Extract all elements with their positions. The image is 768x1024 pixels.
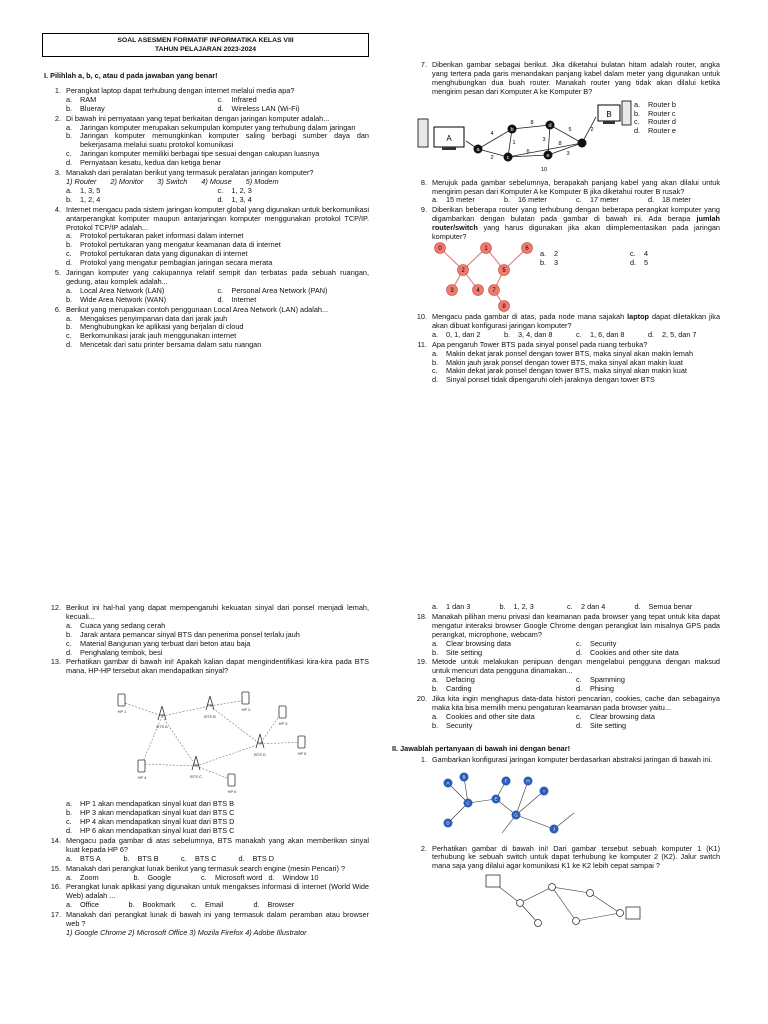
- question-16: 16. Perangkat lunak aplikasi yang digunakan untuk mengakses informasi di internet (World Wide Web) adalah ... a. Office b. Bookmark c. Email d. Browser: [50, 882, 369, 910]
- svg-text:2: 2: [590, 126, 594, 133]
- svg-text:2: 2: [490, 154, 494, 161]
- svg-text:B: B: [462, 774, 466, 780]
- option-d[interactable]: d. Phising: [576, 684, 614, 694]
- question-5: 5. Jaringan komputer yang cakupannya relatif sempit dan terbatas pada sebuah ruangan, gedung, atau komplek adalah... a. Local Area Network (LAN) c. Personal Area Network (PAN) b. Wide Area Network (WAN) d. Internet: [54, 268, 369, 304]
- switch-node: [517, 900, 524, 907]
- svg-text:10: 10: [540, 166, 548, 173]
- question-20: 20. Jika kita ingin menghapus data-data histori pencarian, cookies, cache dan sebagainya maka kita bisa memilih menu pengaturan keamanan pada browser yaitu... a. Cookies and other site data c. Clear browsing data b. Security d. Site setting: [416, 694, 720, 730]
- question-text: Jika kita ingin menghapus data-data histori pencarian, cookies, cache dan sebagainya maka kita bisa memilih menu pengaturan keamanan pada browser yaitu...: [432, 694, 720, 712]
- svg-text:HP 2: HP 2: [241, 707, 251, 713]
- figure-9-block: [410, 242, 720, 312]
- svg-text:5: 5: [568, 126, 572, 133]
- option-c[interactable]: c. Security: [576, 638, 617, 648]
- question-text: Perhatikan gambar di bawah ini! Dari gambar tersebut sebuah komputer 1 (K1) terhubung ke sebuah switch untuk dapat terhubung ke komputer 2 (K2). Jalur switch mana saja yang dilalui agar komunikasi K1 ke K2 lebih cepat sampai ?: [432, 843, 720, 871]
- option-c[interactable]: c. Spamming: [576, 675, 625, 685]
- question-14: 14. Mengacu pada gambar di atas sebelumnya, BTS manakah yang akan memberikan sinyal kuat kepada HP 6? a. BTS A b. BTS B c. BTS C d. BTS D: [50, 835, 369, 863]
- question-number: 1.: [54, 85, 61, 95]
- option-b[interactable]: b. Blueray: [66, 103, 105, 113]
- option-b[interactable]: b. 3: [540, 257, 559, 267]
- option-c[interactable]: c. 1, 6, dan 8: [576, 329, 625, 339]
- question-9: 9. Diberikan beberapa router yang terhubung dengan beberapa perangkat komputer yang digambarkan dengan bulatan pada gambar di bawah ini. Ada berapa jumlah router/switch yang harus digunakan jika akan diimplementasikan pada jaringan komputer?: [420, 205, 720, 242]
- option-c[interactable]: c. Router d: [634, 117, 676, 127]
- option-a[interactable]: a. Clear browsing data: [432, 638, 511, 648]
- switch-node: [587, 890, 594, 897]
- option-d[interactable]: d. Internet: [217, 294, 257, 304]
- question-text: Jaringan komputer yang cakupannya relatif sempit dan terbatas pada sebuah ruangan, gedung, atau komplek adalah...: [66, 268, 369, 286]
- question-4: 4. Internet mengacu pada sistem jaringan komputer global yang digunakan untuk berkomunikasi antarperangkat komputer maupun antarjaringan komputer menggunakan protokol TCP/IP. Protokol TCP/IP adalah... a. Protokol pertukaran paket informasi dalam internet b. Protokol pertukaran yang mengatur keamanan data di internet c. Protokol pertukaran data yang digunakan di internet d. Protokol yang mengatur pembagian jaringan secara merata: [54, 204, 369, 268]
- svg-text:H: H: [526, 778, 530, 784]
- question-text: Manakah pilihan menu privasi dan keamanan pada browser yang tepat untuk kita dapat mengatur interaksi browser Google Chrome dengan perangkat lain misalnya GPS pada perangkat, microphone, webcam?: [432, 611, 720, 639]
- option-a[interactable]: a. RAM: [66, 94, 97, 104]
- svg-text:BTS B: BTS B: [204, 714, 216, 720]
- svg-text:2: 2: [461, 267, 465, 274]
- question-text: Mengacu pada gambar di atas sebelumnya, BTS manakah yang akan memberikan sinyal kuat kepada HP 6?: [66, 835, 369, 854]
- svg-text:A: A: [446, 780, 450, 786]
- svg-text:HP 6: HP 6: [227, 789, 237, 795]
- option-a[interactable]: a. Router b: [634, 99, 676, 109]
- svg-text:e: e: [546, 152, 550, 159]
- option-d[interactable]: d. Sinyal ponsel tidak dipengaruhi oleh jaraknya dengan tower BTS: [432, 375, 655, 385]
- svg-text:c: c: [506, 154, 510, 161]
- svg-text:3: 3: [450, 287, 454, 294]
- option-d[interactable]: d. Window 10: [268, 872, 319, 882]
- svg-text:BTS C: BTS C: [190, 774, 202, 780]
- option-c[interactable]: c. 17 meter: [576, 195, 619, 205]
- document-header: [42, 33, 369, 57]
- svg-text:F: F: [504, 778, 508, 784]
- svg-text:b: b: [510, 126, 514, 133]
- option-c[interactable]: c. Personal Area Network (PAN): [217, 285, 328, 295]
- header-year: TAHUN PELAJARAN 2023-2024: [154, 45, 257, 53]
- option-c[interactable]: c. Makin dekat jarak ponsel dengan tower BTS, maka sinyal akan makin kuat: [432, 366, 687, 376]
- question-text: Metode untuk melakukan penipuan dengan mengelabui pengguna dengan maksud untuk mencuri data pengguna dinamakan...: [432, 657, 720, 676]
- computer-b-icon: [598, 101, 631, 125]
- section-1-heading: I. Pilihlah a, b, c, atau d pada jawaban yang benar!: [44, 71, 218, 80]
- question-12: 12. Berikut ini hal-hal yang dapat mempengaruhi kekuatan sinyal dari ponsel menjadi lemah, kecuali... a. Cuaca yang sedang cerah b. Jarak antara pemancar sinyal BTS dan penerima ponsel terlalu jauh c. Material Bangunan yang terbuat dari beton atau baja d. Penghalang tembok, besi: [50, 603, 369, 657]
- computer-a-icon: [418, 119, 464, 150]
- option-b[interactable]: b. HP 3 akan mendapatkan sinyal kuat dari BTS C: [66, 808, 235, 818]
- right-column-bottom: [392, 602, 720, 927]
- question-text: Berikut ini hal-hal yang dapat mempengaruhi kekuatan sinyal dari ponsel menjadi lemah, kecuali...: [66, 603, 369, 621]
- question-19: 19. Metode untuk melakukan penipuan dengan mengelabui pengguna dengan maksud untuk mencuri data pengguna dinamakan... a. Defacing c. Spamming b. Carding d. Phising: [416, 657, 720, 694]
- switch-node: [549, 884, 556, 891]
- option-d[interactable]: d. BTS D: [238, 853, 274, 863]
- left-column-top: [44, 72, 369, 350]
- option-d[interactable]: d. 1, 3, 4: [217, 194, 252, 204]
- option-b[interactable]: b. 1, 2, 4: [66, 194, 101, 204]
- svg-text:d: d: [548, 122, 552, 129]
- question-11: 11. Apa pengaruh Tower BTS pada sinyal ponsel pada ruang terbuka? a. Makin dekat jarak ponsel dengan tower BTS, maka sinyal akan makin lemah b. Makin jauh jarak ponsel dengan tower BTS, maka sinyal akan makin kuat c. Makin dekat jarak ponsel dengan tower BTS, maka sinyal akan makin kuat d. Sinyal ponsel tidak dipengaruhi oleh jaraknya dengan tower BTS: [410, 341, 720, 386]
- option-c[interactable]: c. BTS C: [181, 853, 217, 863]
- essay-question-1: 1. Gambarkan konfigurasi jaringan komputer berdasarkan abstraksi jaringan di bawah ini.: [410, 756, 720, 765]
- option-c[interactable]: c. Material Bangunan yang terbuat dari beton atau baja: [66, 638, 251, 648]
- svg-text:E: E: [494, 796, 498, 802]
- svg-text:C: C: [466, 800, 470, 806]
- question-text: Gambarkan konfigurasi jaringan komputer berdasarkan abstraksi jaringan di bawah ini.: [432, 754, 713, 764]
- option-a[interactable]: a. BTS A: [66, 853, 101, 863]
- svg-text:5: 5: [502, 267, 506, 274]
- option-b[interactable]: b. Site setting: [432, 647, 483, 657]
- router-node: [578, 138, 587, 147]
- option-a[interactable]: a. Protokol pertukaran paket informasi dalam internet: [66, 231, 244, 241]
- svg-text:3: 3: [542, 136, 546, 143]
- svg-text:8: 8: [558, 140, 562, 147]
- question-text: Diberikan gambar sebagai berikut. Jika diketahui bulatan hitam adalah router, angka yang tertera pada garis menandakan panjang kabel dalam meter yang digunakan untuk menghubungkan dua buah router. Manakah router yang tidak akan dilalui ketika mengirim pesan dari Komputer A ke Komputer B?: [432, 60, 720, 96]
- option-d[interactable]: d. 18 meter: [648, 195, 691, 205]
- option-b[interactable]: b. Menghubungkan ke aplikasi yang berjalan di cloud: [66, 322, 244, 332]
- question-text: Manakah dari peralatan berikut yang termasuk peralatan jaringan komputer?: [66, 168, 314, 178]
- option-b[interactable]: b. Security: [432, 720, 473, 730]
- question-7-options: [634, 101, 676, 137]
- question-3: 3. Manakah dari peralatan berikut yang termasuk peralatan jaringan komputer? 1) Router 2) Monitor 3) Switch 4) Mouse 5) Modem a. 1, 3, 5 c. 1, 2, 3 b. 1, 2, 4 d. 1, 3, 4: [44, 169, 369, 205]
- option-d[interactable]: d. Browser: [253, 900, 295, 910]
- question-7: 7. Diberikan gambar sebagai berikut. Jika diketahui bulatan hitam adalah router, angka yang tertera pada garis menandakan panjang kabel dalam meter yang digunakan untuk menghubungkan dua buah router. Manakah router yang tidak akan dilalui ketika mengirim pesan dari Komputer A ke Komputer B?: [420, 60, 720, 96]
- question-text: Perangkat laptop dapat terhubung dengan internet melalui media apa?: [66, 85, 295, 95]
- option-d[interactable]: d. Pernyataan kesatu, kedua dan ketiga benar: [66, 158, 222, 168]
- option-c[interactable]: c. HP 4 akan mendapatkan sinyal kuat dari BTS D: [66, 817, 235, 827]
- option-d[interactable]: d. Wireless LAN (Wi-Fi): [217, 103, 300, 113]
- svg-text:6: 6: [526, 148, 530, 155]
- header-title: SOAL ASESMEN FORMATIF INFORMATIKA KELAS VIII: [117, 37, 294, 44]
- bts-signal-diagram: [84, 680, 344, 798]
- svg-text:HP 4: HP 4: [137, 775, 147, 781]
- node-graph-diagram: [428, 242, 548, 312]
- svg-text:4: 4: [476, 287, 480, 294]
- option-c[interactable]: c. Email: [191, 900, 224, 910]
- question-2: 2. Di bawah ini pernyataan yang tepat berkaitan dengan jaringan komputer adalah... a. Jaringan komputer merupakan sekumpulan komputer yang terhubung dalam jaringan b. Jaringan komputer memungkinkan komputer saling berbagi sumber daya dan bekerjasama melalui suatu protokol komunikasi c. Jaringan komputer memiliki berbagai tipe sesuai dengan cakupan luasnya d. Pernyataan kesatu, kedua dan ketiga benar: [54, 113, 369, 168]
- item-list: 1) Router 2) Monitor 3) Switch 4) Mouse 5) Modem: [66, 176, 279, 186]
- option-c[interactable]: c. Berkomunikasi jarak jauh menggunakan internet: [66, 331, 237, 341]
- question-text: Perhatikan gambar di bawah ini! Apakah kalian dapat mengindentifikasi kira-kira pada BTS mana, HP-HP tersebut akan mendapatkan sinyal?: [66, 657, 369, 676]
- option-b[interactable]: b. Google: [133, 872, 172, 882]
- option-c[interactable]: c. Clear browsing data: [576, 711, 655, 721]
- question-text: Mengacu pada gambar di atas, pada node mana sajakah laptop dapat diletakkan jika akan dibuat konfigurasi jaringan komputer?: [432, 311, 720, 330]
- question-text: Perangkat lunak aplikasi yang digunakan untuk mengakses informasi di internet (World Wide Web) adalah ...: [66, 882, 369, 901]
- svg-text:BTS D: BTS D: [254, 752, 266, 758]
- switch-path-diagram: [480, 873, 650, 927]
- question-17: 17. Manakah dari perangkat lunak di bawah ini yang termasuk dalam peramban atau browser web ? 1) Google Chrome 2) Microsoft Office 3) Mozila Firefox 4) Adobe Illustrator: [50, 910, 369, 937]
- option-b[interactable]: b. Router c: [634, 108, 676, 118]
- option-c[interactable]: c. 2 dan 4: [567, 602, 606, 611]
- network-router-diagram: [410, 97, 632, 179]
- question-text: Internet mengacu pada sistem jaringan komputer global yang digunakan untuk berkomunikasi antarperangkat komputer maupun antarjaringan komputer menggunakan protokol TCP/IP. Protokol TCP/IP adalah...: [66, 204, 369, 232]
- question-18: 18. Manakah pilihan menu privasi dan keamanan pada browser yang tepat untuk kita dapat mengatur interaksi browser Google Chrome dengan perangkat lain misalnya GPS pada perangkat, microphone, webcam? a. Clear browsing data c. Security b. Site setting d. Cookies and other site data: [416, 611, 720, 657]
- svg-text:I: I: [543, 788, 545, 794]
- switch-node: [535, 920, 542, 927]
- option-a[interactable]: a. 0, 1, dan 2: [432, 329, 481, 339]
- pc-b-label: B: [606, 109, 612, 119]
- svg-text:HP 3: HP 3: [278, 721, 288, 727]
- question-15: 15. Manakah dari perangkat lunak berikut yang termasuk search engine (mesin Pencari) ? a. Zoom b. Google c. Microsoft word d. Window 10: [44, 865, 369, 883]
- option-b[interactable]: b. Jaringan komputer memungkinkan komputer saling berbagi sumber daya dan bekerjasama melalui suatu protokol komunikasi: [66, 131, 369, 150]
- option-a[interactable]: a. Cuaca yang sedang cerah: [66, 620, 166, 630]
- option-d[interactable]: d. Protokol yang mengatur pembagian jaringan secara merata: [66, 258, 273, 268]
- svg-text:J: J: [552, 826, 556, 832]
- figure-7-block: [410, 97, 720, 179]
- option-b[interactable]: b. Protokol pertukaran yang mengatur keamanan data di internet: [66, 240, 281, 250]
- svg-text:HP 1: HP 1: [117, 709, 127, 715]
- question-9-options: [540, 250, 720, 268]
- option-a[interactable]: a. HP 1 akan mendapatkan sinyal kuat dari BTS B: [66, 799, 234, 809]
- essay-question-2: 2. Perhatikan gambar di bawah ini! Dari gambar tersebut sebuah komputer 1 (K1) terhubung ke sebuah switch untuk dapat terhubung ke komputer 2 (K2). Jalur switch mana saja yang dilalui agar komunikasi K1 ke K2 lebih cepat sampai ?: [420, 843, 720, 871]
- option-b[interactable]: b. Jarak antara pemancar sinyal BTS dan penerima ponsel terlalu jauh: [66, 629, 300, 639]
- section-2-heading: II. Jawablah pertanyaan di bawah ini dengan benar!: [392, 743, 571, 753]
- option-a[interactable]: a. 2: [540, 248, 559, 258]
- question-13-options: [44, 800, 369, 836]
- svg-text:6: 6: [525, 245, 529, 252]
- svg-text:7: 7: [492, 287, 496, 294]
- question-13: 13. Perhatikan gambar di bawah ini! Apakah kalian dapat mengindentifikasi kira-kira pada BTS mana, HP-HP tersebut akan mendapatkan sinyal?: [50, 657, 369, 676]
- option-d[interactable]: d. 5: [630, 257, 649, 267]
- option-a[interactable]: a. Mengakses penyimpanan data dari jarak jauh: [66, 313, 228, 323]
- question-17-options: [432, 603, 702, 612]
- option-b[interactable]: b. 3, 4, dan 8: [504, 329, 553, 339]
- option-c[interactable]: c. 4: [630, 248, 649, 258]
- question-text: Di bawah ini pernyataan yang tepat berkaitan dengan jaringan komputer adalah...: [66, 113, 330, 123]
- option-b[interactable]: b. Carding: [432, 684, 472, 694]
- option-a[interactable]: a. Office: [66, 900, 99, 910]
- option-b[interactable]: b. Wide Area Network (WAN): [66, 294, 167, 304]
- option-b[interactable]: b. Bookmark: [128, 900, 176, 910]
- option-b[interactable]: b. 1, 2, 3: [499, 602, 534, 611]
- option-a[interactable]: a. 15 meter: [432, 195, 475, 205]
- question-text: Manakah dari perangkat lunak di bawah ini yang termasuk dalam peramban atau browser web ?: [66, 910, 369, 929]
- option-a[interactable]: a. 1 dan 3: [432, 602, 471, 611]
- option-a[interactable]: a. Defacing: [432, 675, 475, 685]
- pc-a-label: A: [446, 133, 452, 143]
- svg-text:HP 5: HP 5: [297, 751, 307, 757]
- switch-node: [573, 918, 580, 925]
- option-a[interactable]: a. Cookies and other site data: [432, 711, 535, 721]
- question-text: Merujuk pada gambar sebelumnya, berapakah panjang kabel yang akan dilalui untuk mengirim pesan dari Komputer A ke Komputer B jika diketahui router B rusak?: [432, 177, 720, 196]
- option-d[interactable]: d. Cookies and other site data: [576, 647, 679, 657]
- question-8: 8. Merujuk pada gambar sebelumnya, berapakah panjang kabel yang akan dilalui untuk mengirim pesan dari Komputer A ke Komputer B jika diketahui router B rusak? a. 15 meter b. 16 meter c. 17 meter d. 18 meter: [420, 177, 720, 205]
- right-column-top: [410, 60, 720, 385]
- option-d[interactable]: d. 2, 5, dan 7: [648, 329, 697, 339]
- option-d[interactable]: d. Site setting: [576, 720, 627, 730]
- option-c[interactable]: c. Microsoft word: [201, 872, 263, 882]
- network-abstraction-diagram: [434, 767, 584, 839]
- svg-text:D: D: [446, 820, 450, 826]
- option-c[interactable]: c. Protokol pertukaran data yang digunakan di internet: [66, 249, 248, 259]
- svg-text:1: 1: [484, 245, 488, 252]
- option-a[interactable]: a. Zoom: [66, 872, 99, 882]
- option-d[interactable]: d. HP 6 akan mendapatkan sinyal kuat dari BTS C: [66, 825, 235, 835]
- option-b[interactable]: b. Makin jauh jarak ponsel dengan tower BTS, maka sinyal akan makin kuat: [432, 357, 683, 367]
- question-1: [44, 87, 369, 114]
- question-text: Diberikan beberapa router yang terhubung dengan beberapa perangkat komputer yang digambarkan dengan bulatan pada gambar di bawah ini. Ada berapa jumlah router/switch yang harus digunakan jika akan diimplementasikan pada jaringan komputer?: [432, 205, 720, 242]
- question-6: 6. Berikut yang merupakan contoh penggunaan Local Area Network (LAN) adalah... a. Mengakses penyimpanan data dari jarak jauh b. Menghubungkan ke aplikasi yang berjalan di cloud c. Berkomunikasi jarak jauh menggunakan internet d. Mencetak dari satu printer bersama dalam satu ruangan: [44, 306, 369, 351]
- option-d[interactable]: d. Semua benar: [634, 602, 693, 611]
- option-c[interactable]: c. 1, 2, 3: [217, 185, 252, 195]
- option-a[interactable]: a. Jaringan komputer merupakan sekumpulan komputer yang terhubung dalam jaringan: [66, 122, 356, 132]
- left-column-bottom: [44, 603, 369, 938]
- question-text: Apa pengaruh Tower BTS pada sinyal ponsel pada ruang terbuka?: [432, 339, 648, 349]
- svg-text:8: 8: [502, 303, 506, 310]
- svg-text:1: 1: [512, 139, 516, 146]
- switch-node: [617, 910, 624, 917]
- option-a[interactable]: a. Makin dekat jarak ponsel dengan tower BTS, maka sinyal akan makin lemah: [432, 348, 694, 358]
- option-a[interactable]: a. Local Area Network (LAN): [66, 285, 165, 295]
- question-text: Manakah dari perangkat lunak berikut yang termasuk search engine (mesin Pencari) ?: [66, 863, 346, 873]
- svg-text:3: 3: [566, 150, 570, 157]
- svg-text:4: 4: [490, 130, 494, 137]
- option-d[interactable]: d. Penghalang tembok, besi: [66, 647, 163, 657]
- option-d[interactable]: d. Router e: [634, 126, 676, 136]
- question-text: Berikut yang merupakan contoh penggunaan Local Area Network (LAN) adalah...: [66, 304, 329, 314]
- option-c[interactable]: c. Infrared: [217, 94, 257, 104]
- option-a[interactable]: a. 1, 3, 5: [66, 185, 101, 195]
- phone-icon: [118, 692, 305, 786]
- option-b[interactable]: b. BTS B: [123, 853, 159, 863]
- item-list: 1) Google Chrome 2) Microsoft Office 3) Mozila Firefox 4) Adobe Illustrator: [66, 927, 307, 937]
- option-c[interactable]: c. Jaringan komputer memiliki berbagai tipe sesuai dengan cakupan luasnya: [66, 149, 320, 159]
- question-10: 10. Mengacu pada gambar di atas, pada node mana sajakah laptop dapat diletakkan jika akan dibuat konfigurasi jaringan komputer? a. 0, 1, dan 2 b. 3, 4, dan 8 c. 1, 6, dan 8 d. 2, 5, dan 7: [416, 311, 720, 339]
- svg-text:BTS A: BTS A: [156, 724, 168, 730]
- option-b[interactable]: b. 16 meter: [504, 195, 547, 205]
- svg-text:8: 8: [530, 119, 534, 126]
- option-d[interactable]: d. Mencetak dari satu printer bersama dalam satu ruangan: [66, 340, 262, 350]
- svg-text:G: G: [514, 812, 518, 818]
- svg-text:a: a: [476, 146, 480, 153]
- svg-text:0: 0: [438, 245, 442, 252]
